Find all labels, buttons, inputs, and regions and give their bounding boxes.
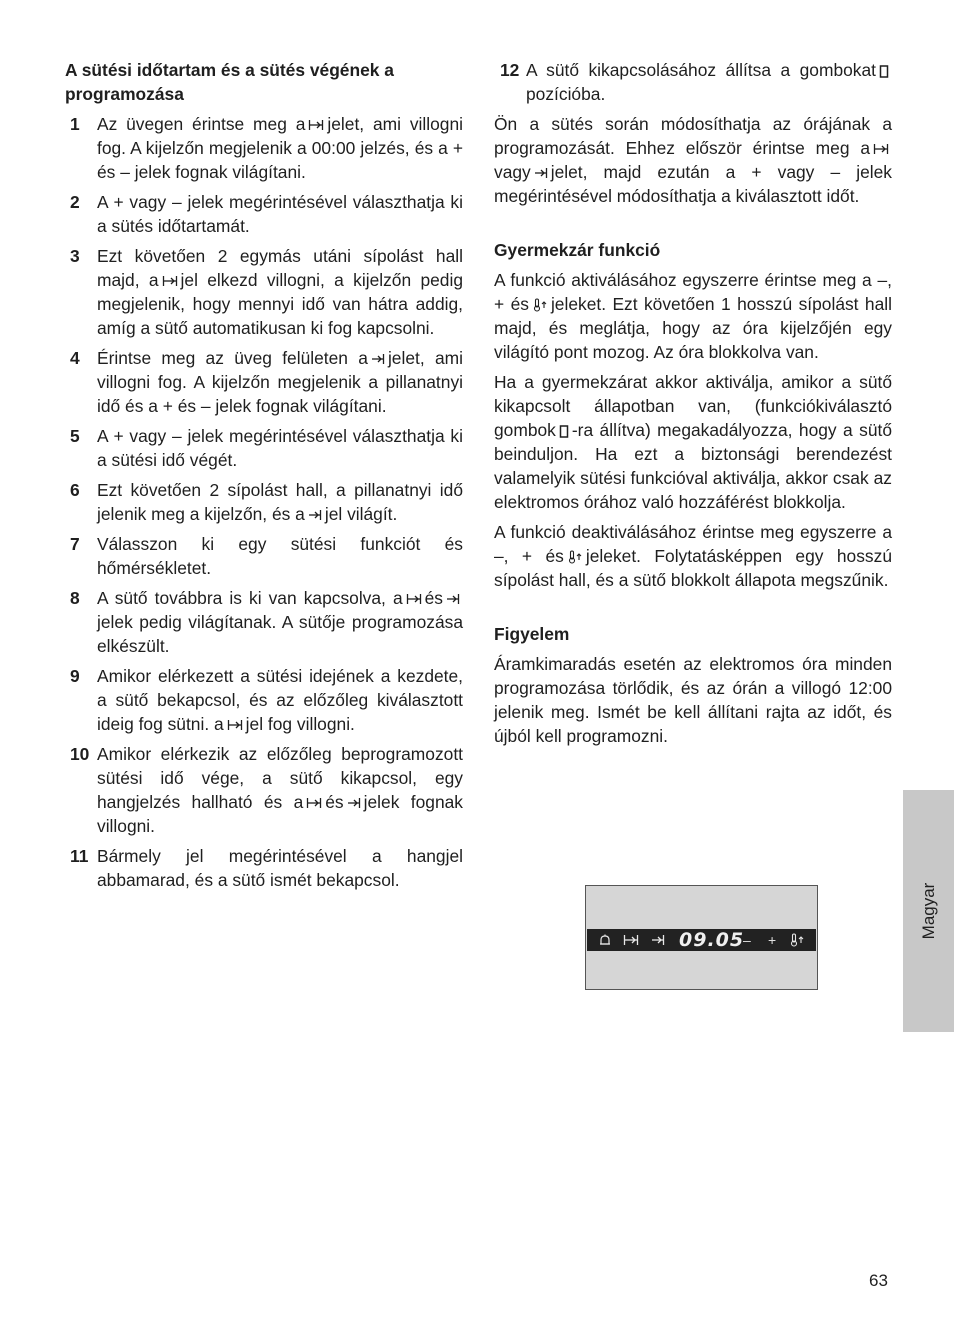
text-after: jeleket. Folytatásképpen egy hosszú sípolást hall, és a sütő blokkolt állapota megszűnik.	[494, 546, 892, 590]
step-number: 11	[70, 846, 89, 866]
text-before: Az üvegen érintse meg a	[97, 114, 306, 134]
end-time-icon	[651, 929, 665, 951]
end-time-icon	[534, 167, 548, 179]
duration-icon	[308, 119, 324, 131]
display-plus: +	[768, 932, 777, 948]
duration-icon	[873, 143, 889, 155]
text-after: pozícióba.	[526, 84, 606, 104]
duration-icon	[306, 797, 322, 809]
text-before: A funkció deaktiválásához érintse meg egyszerre a –, + és	[494, 522, 892, 566]
text-before: Ha a gyermekzárat akkor aktiválja, amikor a sütő kikapcsolt állapotban van, (funkciókiválasztó gombok	[494, 372, 892, 440]
text-mid: vagy	[494, 162, 531, 182]
paragraph-modify	[494, 112, 892, 208]
step-item	[65, 244, 463, 340]
step-number: 6	[70, 480, 80, 500]
bell-icon	[599, 929, 611, 951]
end-time-icon	[371, 353, 385, 365]
text-before: A sütő kikapcsolásához állítsa a gombokat	[526, 60, 876, 80]
clock-display-figure	[585, 885, 818, 990]
step-item	[65, 190, 463, 238]
right-column	[494, 58, 892, 754]
childlock-paragraph-3	[494, 520, 892, 592]
display-time: 09.05	[679, 929, 745, 951]
text: A + vagy – jelek megérintésével választhatja ki a sütési idő végét.	[97, 426, 463, 470]
duration-icon	[406, 593, 422, 605]
text-after: jel elkezd villogni, a kijelzőn pedig megjelenik, hogy mennyi idő van hátra addig, amíg a sütő automatikusan ki fog kapcsolni.	[97, 270, 464, 338]
duration-icon	[162, 275, 178, 287]
step-number: 3	[70, 246, 80, 266]
temperature-lock-icon	[567, 550, 583, 564]
step-number: 10	[70, 744, 90, 764]
text-before: Érintse meg az üveg felületen a	[97, 348, 368, 368]
step-number: 2	[70, 192, 80, 212]
text-before: Ezt követően 2 sípolást hall, a pillanatnyi idő jelenik meg a kijelzőn, és a	[97, 480, 463, 524]
step-item	[65, 478, 463, 526]
steps-list	[65, 112, 463, 892]
step-item	[65, 532, 463, 580]
end-time-icon	[446, 593, 460, 605]
text-before: Amikor elérkezik az előzőleg beprogramozott sütési idő vége, a sütő kikapcsol, egy hangjelzés hallható és a	[97, 744, 463, 812]
warning-text: Áramkimaradás esetén az elektromos óra minden programozása törlődik, és az órán a villogó 12:00 jelenik meg. Ismét be kell állítani rajta az időt, és újból kell programozni.	[494, 654, 892, 746]
temperature-lock-icon	[789, 929, 805, 951]
step-item	[65, 742, 463, 838]
text-before: A sütő továbbra is ki van kapcsolva, a	[97, 588, 403, 608]
step-number: 12	[500, 60, 520, 80]
step-item	[494, 58, 892, 106]
childlock-paragraph-1	[494, 268, 892, 364]
text-after: jelek fognak villogni.	[97, 792, 464, 836]
step-item	[65, 112, 463, 184]
text-before: A funkció aktiválásához egyszerre érintse meg a –, + és	[494, 270, 892, 314]
off-position-icon	[879, 65, 889, 78]
childlock-paragraph-2	[494, 370, 892, 514]
text-after: jel világít.	[324, 504, 398, 524]
step-item	[65, 346, 463, 418]
step-item	[65, 844, 463, 892]
step-number: 1	[70, 114, 80, 134]
text: Bármely jel megérintésével a hangjel abbamarad, és a sütő ismét bekapcsol.	[97, 846, 463, 890]
off-position-icon	[559, 425, 569, 438]
language-tab	[903, 790, 954, 1032]
page-number: 63	[869, 1271, 888, 1290]
language-label: Magyar	[918, 882, 938, 940]
step-number: 8	[70, 588, 80, 608]
step-item	[65, 586, 463, 658]
text-after: jelet, majd ezután a + vagy – jelek megérintésével módosíthatja a kiválasztott időt.	[494, 162, 892, 206]
text-after: jelet, ami villogni fog. A kijelzőn megjelenik a pillanatnyi idő és a + és – jelek fognak világítani.	[97, 348, 463, 416]
text: A + vagy – jelek megérintésével választhatja ki a sütés időtartamát.	[97, 192, 463, 236]
step-item	[65, 664, 463, 736]
step-number: 7	[70, 534, 80, 554]
duration-icon	[623, 929, 639, 951]
step-12	[494, 58, 892, 106]
left-column	[65, 58, 463, 898]
text-mid: és	[325, 792, 344, 812]
duration-icon	[227, 719, 243, 731]
step-item	[65, 424, 463, 472]
text: Válasszon ki egy sütési funkciót és hőmérsékletet.	[97, 534, 463, 578]
step-number: 5	[70, 426, 80, 446]
text-after: jelek pedig világítanak. A sütője programozása elkészült.	[97, 612, 463, 656]
text-after: jeleket. Ezt követően 1 hosszú sípolást hall majd, és meglátja, hogy az óra kijelzőjén egy világító pont mozog. Az óra blokkolva van.	[494, 294, 892, 362]
text-after: -ra állítva) megakadályozza, hogy a sütő beinduljon. Ha ezt a biztonsági berendezést valamelyik sütési funkcióval aktiválja, akkor csak az elektromos órához való hozzáférést blokkolja.	[494, 420, 892, 512]
temperature-lock-icon	[532, 298, 548, 312]
text-after: jel fog villogni.	[245, 714, 355, 734]
display-bar	[587, 929, 816, 951]
text-before: Ezt követően 2 egymás utáni sípolást hall majd, a	[97, 246, 463, 290]
display-minus: –	[743, 932, 751, 948]
step-number: 9	[70, 666, 80, 686]
text-before: Ön a sütés során módosíthatja az órájának a programozását. Ehhez először érintse meg a	[494, 114, 892, 158]
text-mid: és	[424, 588, 443, 608]
section-heading: A sütési időtartam és a sütés végének a programozása	[65, 60, 394, 104]
step-number: 4	[70, 348, 80, 368]
end-time-icon	[347, 797, 361, 809]
text-after: jelet, ami villogni fog. A kijelzőn megjelenik a 00:00 jelzés, és a + és – jelek fognak világítani.	[97, 114, 463, 182]
text-before: Amikor elérkezett a sütési idejének a kezdete, a sütő bekapcsol, és az előzőleg kiválasztott ideig fog sütni. a	[97, 666, 463, 734]
warning-heading: Figyelem	[494, 624, 570, 644]
end-time-icon	[308, 509, 322, 521]
childlock-heading: Gyermekzár funkció	[494, 240, 661, 260]
